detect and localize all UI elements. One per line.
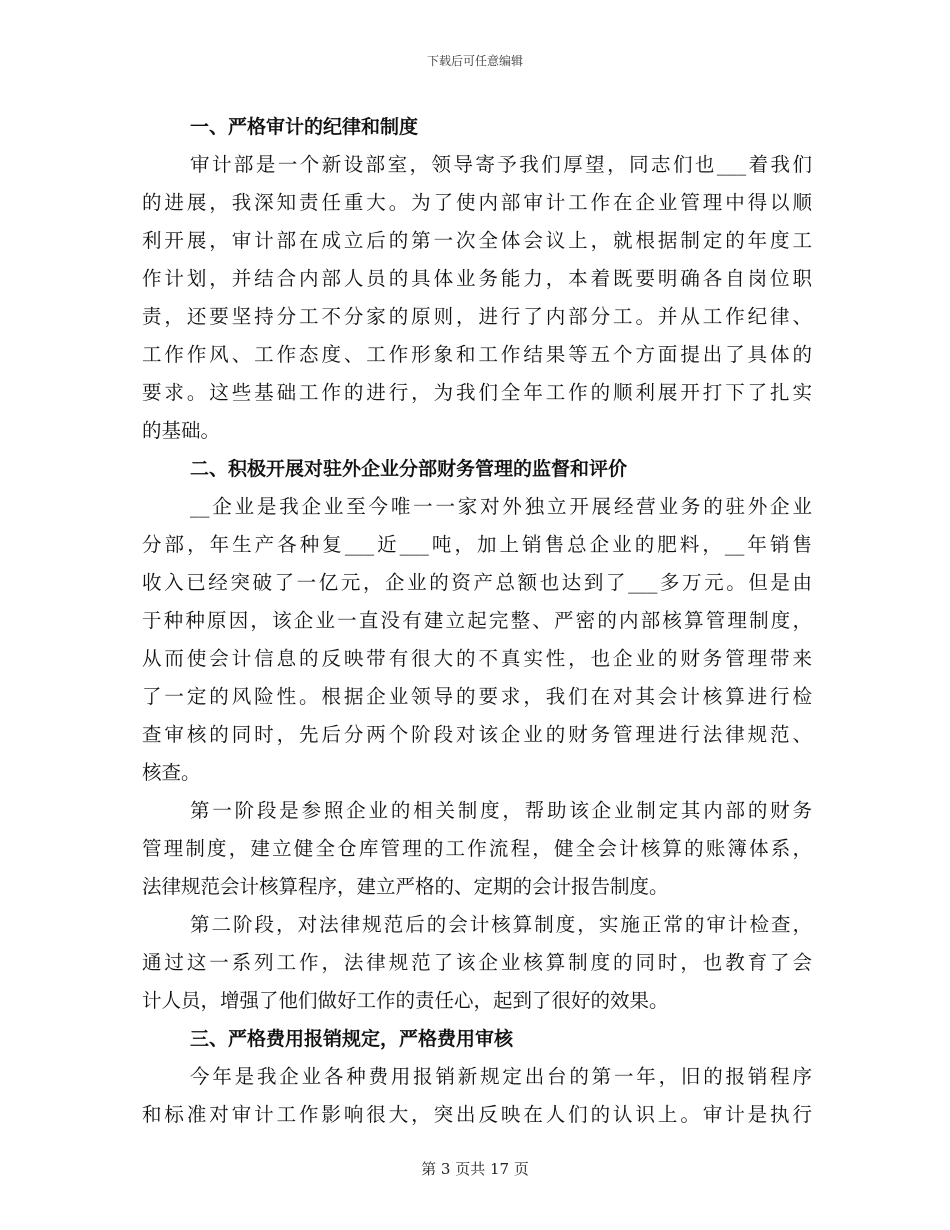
text-line: 管理制度，建立健全仓库管理的工作流程，健全会计核算的账簿体系， [142,837,812,860]
page-number: 第 3 页共 17 页 [421,1160,529,1178]
text-line: 第二阶段，对法律规范后的会计核算制度，实施正常的审计检查， [190,913,812,936]
paragraph [142,146,812,450]
section-heading: 二、积极开展对驻外企业分部财务管理的监督和评价 [190,458,628,480]
paragraph [142,1058,812,1134]
text-line: 今年是我企业各种费用报销新规定出台的第一年，旧的报销程序 [190,1065,812,1088]
section-heading: 一、严格审计的纪律和制度 [190,116,419,138]
text-line: 了一定的风险性。根据企业领导的要求，我们在对其会计核算进行检 [142,685,812,708]
text-line: 从而使会计信息的反映带有很大的不真实性，也企业的财务管理带来 [142,647,812,670]
text-line: 于种种原因，该企业一直没有建立起完整、严密的内部核算管理制度， [142,609,812,632]
text-line: __企业是我企业至今唯一一家对外独立开展经营业务的驻外企业 [190,495,812,518]
text-line: 核查。 [142,761,201,784]
text-line: 利开展，审计部在成立后的第一次全体会议上，就根据制定的年度工 [142,229,812,252]
section-heading: 三、严格费用报销规定，严格费用审核 [190,1028,514,1050]
text-line: 审计部是一个新设部室，领导寄予我们厚望，同志们也___着我们 [190,153,812,176]
text-line: 的进展，我深知责任重大。为了使内部审计工作在企业管理中得以顺 [142,191,812,214]
text-line: 分部，年生产各种复___近___吨，加上销售总企业的肥料，__年销售 [142,533,812,556]
document-body [142,108,812,1134]
text-line: 收入已经突破了一亿元，企业的资产总额也达到了___多万元。但是由 [142,571,812,594]
text-line: 和标准对审计工作影响很大，突出反映在人们的认识上。审计是执行 [142,1103,812,1126]
paragraph [142,488,812,792]
paragraph [142,792,812,906]
text-line: 的基础。 [142,419,221,442]
text-line: 通过这一系列工作，法律规范了该企业核算制度的同时，也教育了会 [142,951,812,974]
text-line: 法律规范会计核算程序，建立严格的、定期的会计报告制度。 [142,875,669,898]
text-line: 工作作风、工作态度、工作形象和工作结果等五个方面提出了具体的 [142,343,812,366]
text-line: 作计划，并结合内部人员的具体业务能力，本着既要明确各自岗位职 [142,267,812,290]
text-line: 查审核的同时，先后分两个阶段对该企业的财务管理进行法律规范、 [142,723,812,746]
page-header: 下载后可任意编辑 [426,54,523,68]
text-line: 责，还要坚持分工不分家的原则，进行了内部分工。并从工作纪律、 [142,305,812,328]
text-line: 计人员，增强了他们做好工作的责任心，起到了很好的效果。 [142,989,669,1012]
paragraph [142,906,812,1020]
text-line: 第一阶段是参照企业的相关制度，帮助该企业制定其内部的财务 [190,799,812,822]
text-line: 要求。这些基础工作的进行，为我们全年工作的顺利展开打下了扎实 [142,381,812,404]
